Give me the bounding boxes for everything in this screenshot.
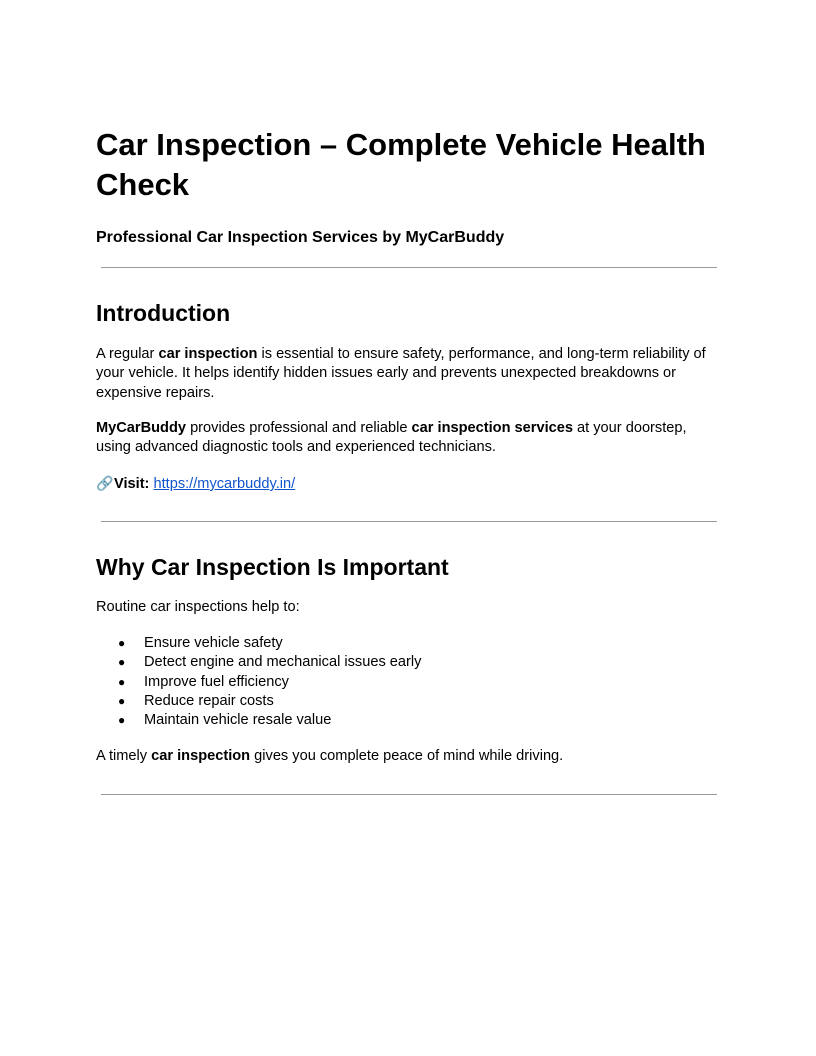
visit-line (96, 474, 720, 494)
intro-p2-bold: car inspection services (411, 420, 573, 436)
horizontal-divider (101, 521, 717, 522)
intro-p2-text-mid: provides professional and reliable (186, 420, 412, 436)
link-icon: 🔗 (96, 475, 114, 491)
intro-paragraph-1 (96, 345, 720, 403)
visit-label: Visit: (114, 476, 150, 492)
brand-name-bold: MyCarBuddy (96, 420, 187, 436)
list-item-text: Maintain vehicle resale value (144, 712, 332, 729)
bullet-icon: ● (118, 655, 126, 670)
page-title: Car Inspection – Complete Vehicle Health Check (96, 127, 706, 202)
bullet-icon: ● (118, 713, 126, 728)
list-item-text: Improve fuel efficiency (144, 673, 289, 690)
bullet-icon: ● (118, 636, 126, 650)
intro-paragraph-2 (96, 419, 720, 458)
horizontal-divider (101, 794, 717, 795)
bullet-icon: ● (118, 674, 126, 689)
list-item-text: Ensure vehicle safety (144, 635, 283, 651)
benefits-list (96, 634, 421, 730)
list-item-text: Detect engine and mechanical issues early (144, 654, 422, 671)
list-item (96, 711, 421, 730)
importance-intro: Routine car inspections help to: (96, 599, 300, 615)
closing-bold: car inspection (151, 748, 251, 764)
section-heading-importance: Why Car Inspection Is Important (96, 554, 449, 580)
intro-p1-bold: car inspection (158, 346, 258, 362)
importance-closing (96, 747, 720, 766)
bullet-icon: ● (118, 693, 126, 708)
closing-text-start: A timely (96, 748, 152, 764)
website-link[interactable]: https://mycarbuddy.in/ (153, 476, 296, 492)
list-item (96, 673, 421, 692)
intro-p2-text-end: at your doorstep, using advanced diagnostic tools and experienced technicians. (96, 420, 687, 456)
list-item (96, 653, 421, 672)
horizontal-divider (101, 267, 717, 268)
list-item-text: Reduce repair costs (144, 692, 274, 709)
list-item (96, 692, 421, 711)
closing-text-end: gives you complete peace of mind while driving. (250, 748, 564, 764)
list-item (96, 634, 421, 653)
intro-p1-text-start: A regular (96, 346, 159, 362)
page-subtitle: Professional Car Inspection Services by MyCarBuddy (96, 229, 505, 246)
section-heading-introduction: Introduction (96, 300, 231, 326)
intro-p1-text-end: is essential to ensure safety, performance, and long-term reliability of your vehicle. It helps identify hidden issues early and prevents unexpected breakdowns or expensive repairs. (96, 346, 706, 401)
